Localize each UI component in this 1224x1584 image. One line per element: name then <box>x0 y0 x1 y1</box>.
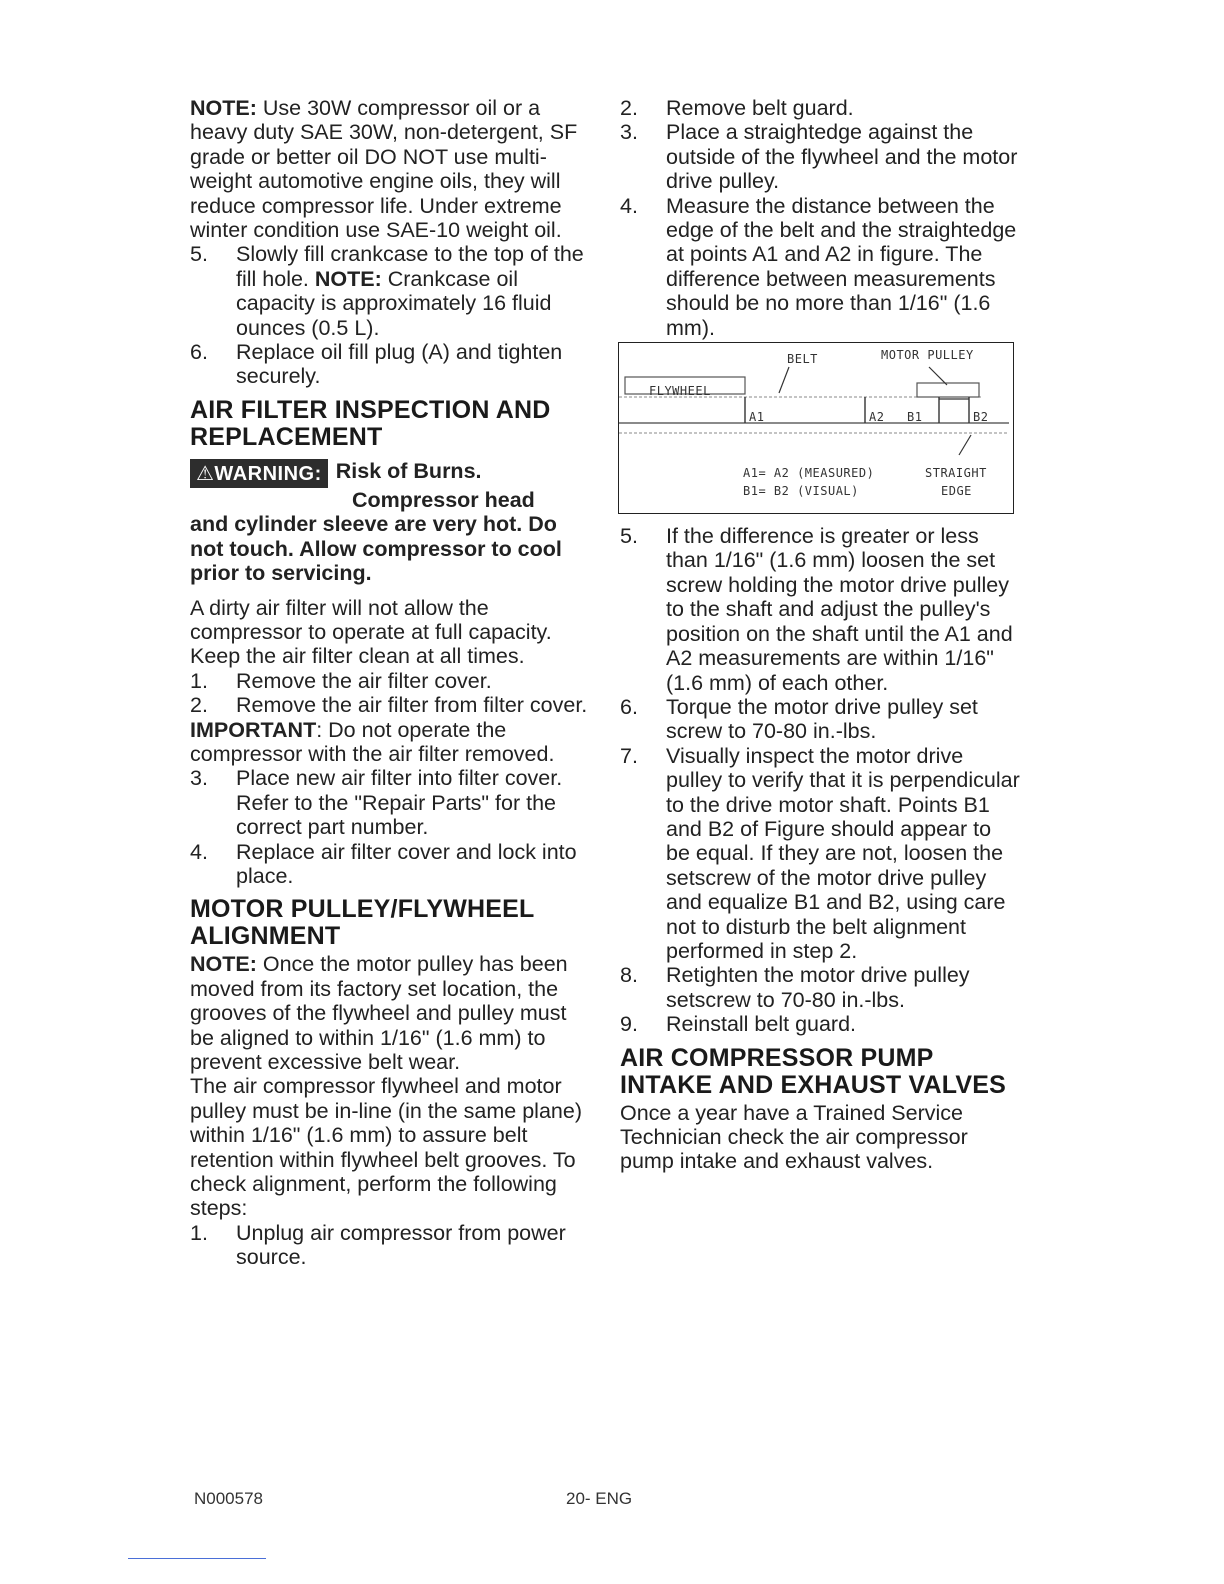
list-number: 9. <box>620 1012 638 1037</box>
list-number: 7. <box>620 743 638 768</box>
list-number: 2. <box>190 693 208 718</box>
list-text: Replace air filter cover and lock into place. <box>236 839 577 888</box>
list-item <box>190 669 588 693</box>
note-label: NOTE: <box>314 266 382 291</box>
pulley-note <box>190 952 588 1074</box>
list-text: Place a straightedge against the outside of the flywheel and the motor drive pulley. <box>666 120 1018 194</box>
list-item <box>190 693 588 717</box>
right-column <box>620 96 1020 1174</box>
motor-pulley-label: MOTOR PULLEY <box>881 348 974 363</box>
list-text: Measure the distance between the edge of the belt and the straightedge at points A1 and A2 in figure. The difference between measurements should be no more than 1/16" (1.6 mm). <box>666 193 1017 340</box>
note-text: Once the motor pulley has been moved from its factory set location, the grooves of the flywheel and pulley must be aligned to within 1/16" (1.6 mm) to prevent excessive belt wear. <box>190 952 568 1074</box>
edge-pointer <box>959 435 971 455</box>
list-item <box>620 695 1020 744</box>
list-item <box>620 744 1020 964</box>
list-number: 2. <box>620 96 638 120</box>
list-number: 4. <box>190 839 208 864</box>
heading-air-filter: AIR FILTER INSPECTION AND REPLACEMENT <box>190 395 551 451</box>
list-text: Unplug air compressor from power source. <box>236 1220 566 1270</box>
pulley-outline <box>917 383 979 397</box>
flywheel-label: FLYWHEEL <box>649 384 711 399</box>
list-text: Replace oil fill plug (A) and tighten securely. <box>236 340 563 389</box>
list-text: Retighten the motor drive pulley setscrew to 70-80 in.-lbs. <box>666 963 970 1012</box>
list-item <box>620 524 1020 695</box>
list-number: 6. <box>190 340 208 365</box>
list-item <box>620 1012 1020 1036</box>
list-text: Remove the air filter cover. <box>236 668 492 693</box>
list-number: 4. <box>620 193 638 218</box>
document-code: N000578 <box>194 1489 264 1508</box>
list-number: 5. <box>190 242 208 267</box>
list-item <box>620 963 1020 1012</box>
list-text: Place new air filter into filter cover. Refer to the "Repair Parts" for the correct part number. <box>236 766 563 840</box>
b2-label: B2 <box>973 410 989 425</box>
warning-title: Risk of Burns. <box>335 458 482 483</box>
note-text: Use 30W compressor oil or a heavy duty SAE 30W, non-detergent, SF grade or better oil DO NOT use multi-weight automotive engine oils, they will reduce compressor life. Under extreme winter condition use SAE-10 weight oil. <box>190 96 578 243</box>
belt-label: BELT <box>787 352 818 367</box>
list-item <box>190 242 588 340</box>
list-number: 8. <box>620 963 638 988</box>
alignment-figure <box>618 342 1014 514</box>
note-label: NOTE: <box>190 952 257 977</box>
edge-label: EDGE <box>941 484 972 499</box>
list-number: 3. <box>190 766 208 791</box>
warning-text: and cylinder sleeve are very hot. Do not touch. Allow compressor to cool prior to servicing. <box>190 512 562 586</box>
straight-label: STRAIGHT <box>925 466 987 481</box>
divider <box>128 1558 266 1559</box>
list-number: 1. <box>190 668 208 693</box>
warning-badge: ⚠WARNING: <box>190 459 328 488</box>
valves-text: Once a year have a Trained Service Technician check the air compressor pump intake and exhaust valves. <box>620 1100 968 1174</box>
legend-measured: A1= A2 (MEASURED) <box>743 466 875 481</box>
legend-visual: B1= B2 (VISUAL) <box>743 484 859 499</box>
important-note <box>190 718 588 767</box>
list-text <box>236 242 588 340</box>
list-item <box>190 840 588 889</box>
pulley-pointer <box>929 367 947 385</box>
list-number: 6. <box>620 694 638 719</box>
b1-label: B1 <box>907 410 923 425</box>
list-text: Reinstall belt guard. <box>666 1012 857 1037</box>
heading-pulley-alignment: MOTOR PULLEY/FLYWHEEL ALIGNMENT <box>190 895 535 951</box>
list-text: Remove the air filter from filter cover. <box>236 693 588 718</box>
step-text: Slowly fill crankcase to the top of the fill hole. <box>236 242 584 291</box>
list-text: Torque the motor drive pulley set screw to 70-80 in.-lbs. <box>666 694 978 744</box>
left-column <box>190 96 588 1270</box>
a1-label: A1 <box>749 410 765 425</box>
list-number: 1. <box>190 1220 208 1245</box>
heading-valves: AIR COMPRESSOR PUMP INTAKE AND EXHAUST VALVES <box>620 1043 1007 1099</box>
page-number: 20- ENG <box>566 1489 633 1508</box>
list-number: 5. <box>620 524 638 549</box>
list-text: Visually inspect the motor drive pulley to verify that it is perpendicular to the drive motor shaft. Points B1 and B2 of Figure should appear to be equal. If they are not, loosen the setscrew of the motor drive pulley and equalize B1 and B2, using care not to disturb the belt alignment performed in step 2. <box>666 743 1020 963</box>
list-text: Remove belt guard. <box>666 96 854 120</box>
filter-intro: A dirty air filter will not allow the compressor to operate at full capacity. Keep the air filter clean at all times. <box>190 595 552 669</box>
important-text: : Do not operate the compressor with the air filter removed. <box>190 717 555 766</box>
step-text: Crankcase oil capacity is approximately 16 fluid ounces (0.5 L). <box>236 266 552 340</box>
list-item <box>190 1221 588 1270</box>
important-label: IMPORTANT <box>190 717 317 742</box>
list-number: 3. <box>620 120 638 145</box>
a2-label: A2 <box>869 410 885 425</box>
list-item <box>620 194 1020 340</box>
oil-note <box>190 96 588 242</box>
list-text: If the difference is greater or less than 1/16" (1.6 mm) loosen the set screw holding the motor drive pulley to the shaft and adjust the pulley's position on the shaft until the A1 and A2 measurements are within 1/16" (1.6 mm) of each other. <box>666 524 1013 695</box>
list-item <box>620 96 1020 120</box>
list-item <box>620 120 1020 193</box>
warning-block <box>190 459 588 586</box>
note-label: NOTE: <box>190 96 257 120</box>
warning-subtitle: Compressor head <box>352 487 535 512</box>
list-item <box>190 766 588 839</box>
list-item <box>190 340 588 389</box>
pulley-paragraph: The air compressor flywheel and motor pulley must be in-line (in the same plane) within 1/16" (1.6 mm) to assure belt retention within flywheel belt grooves. To check alignment, perform the following steps: <box>190 1074 582 1221</box>
